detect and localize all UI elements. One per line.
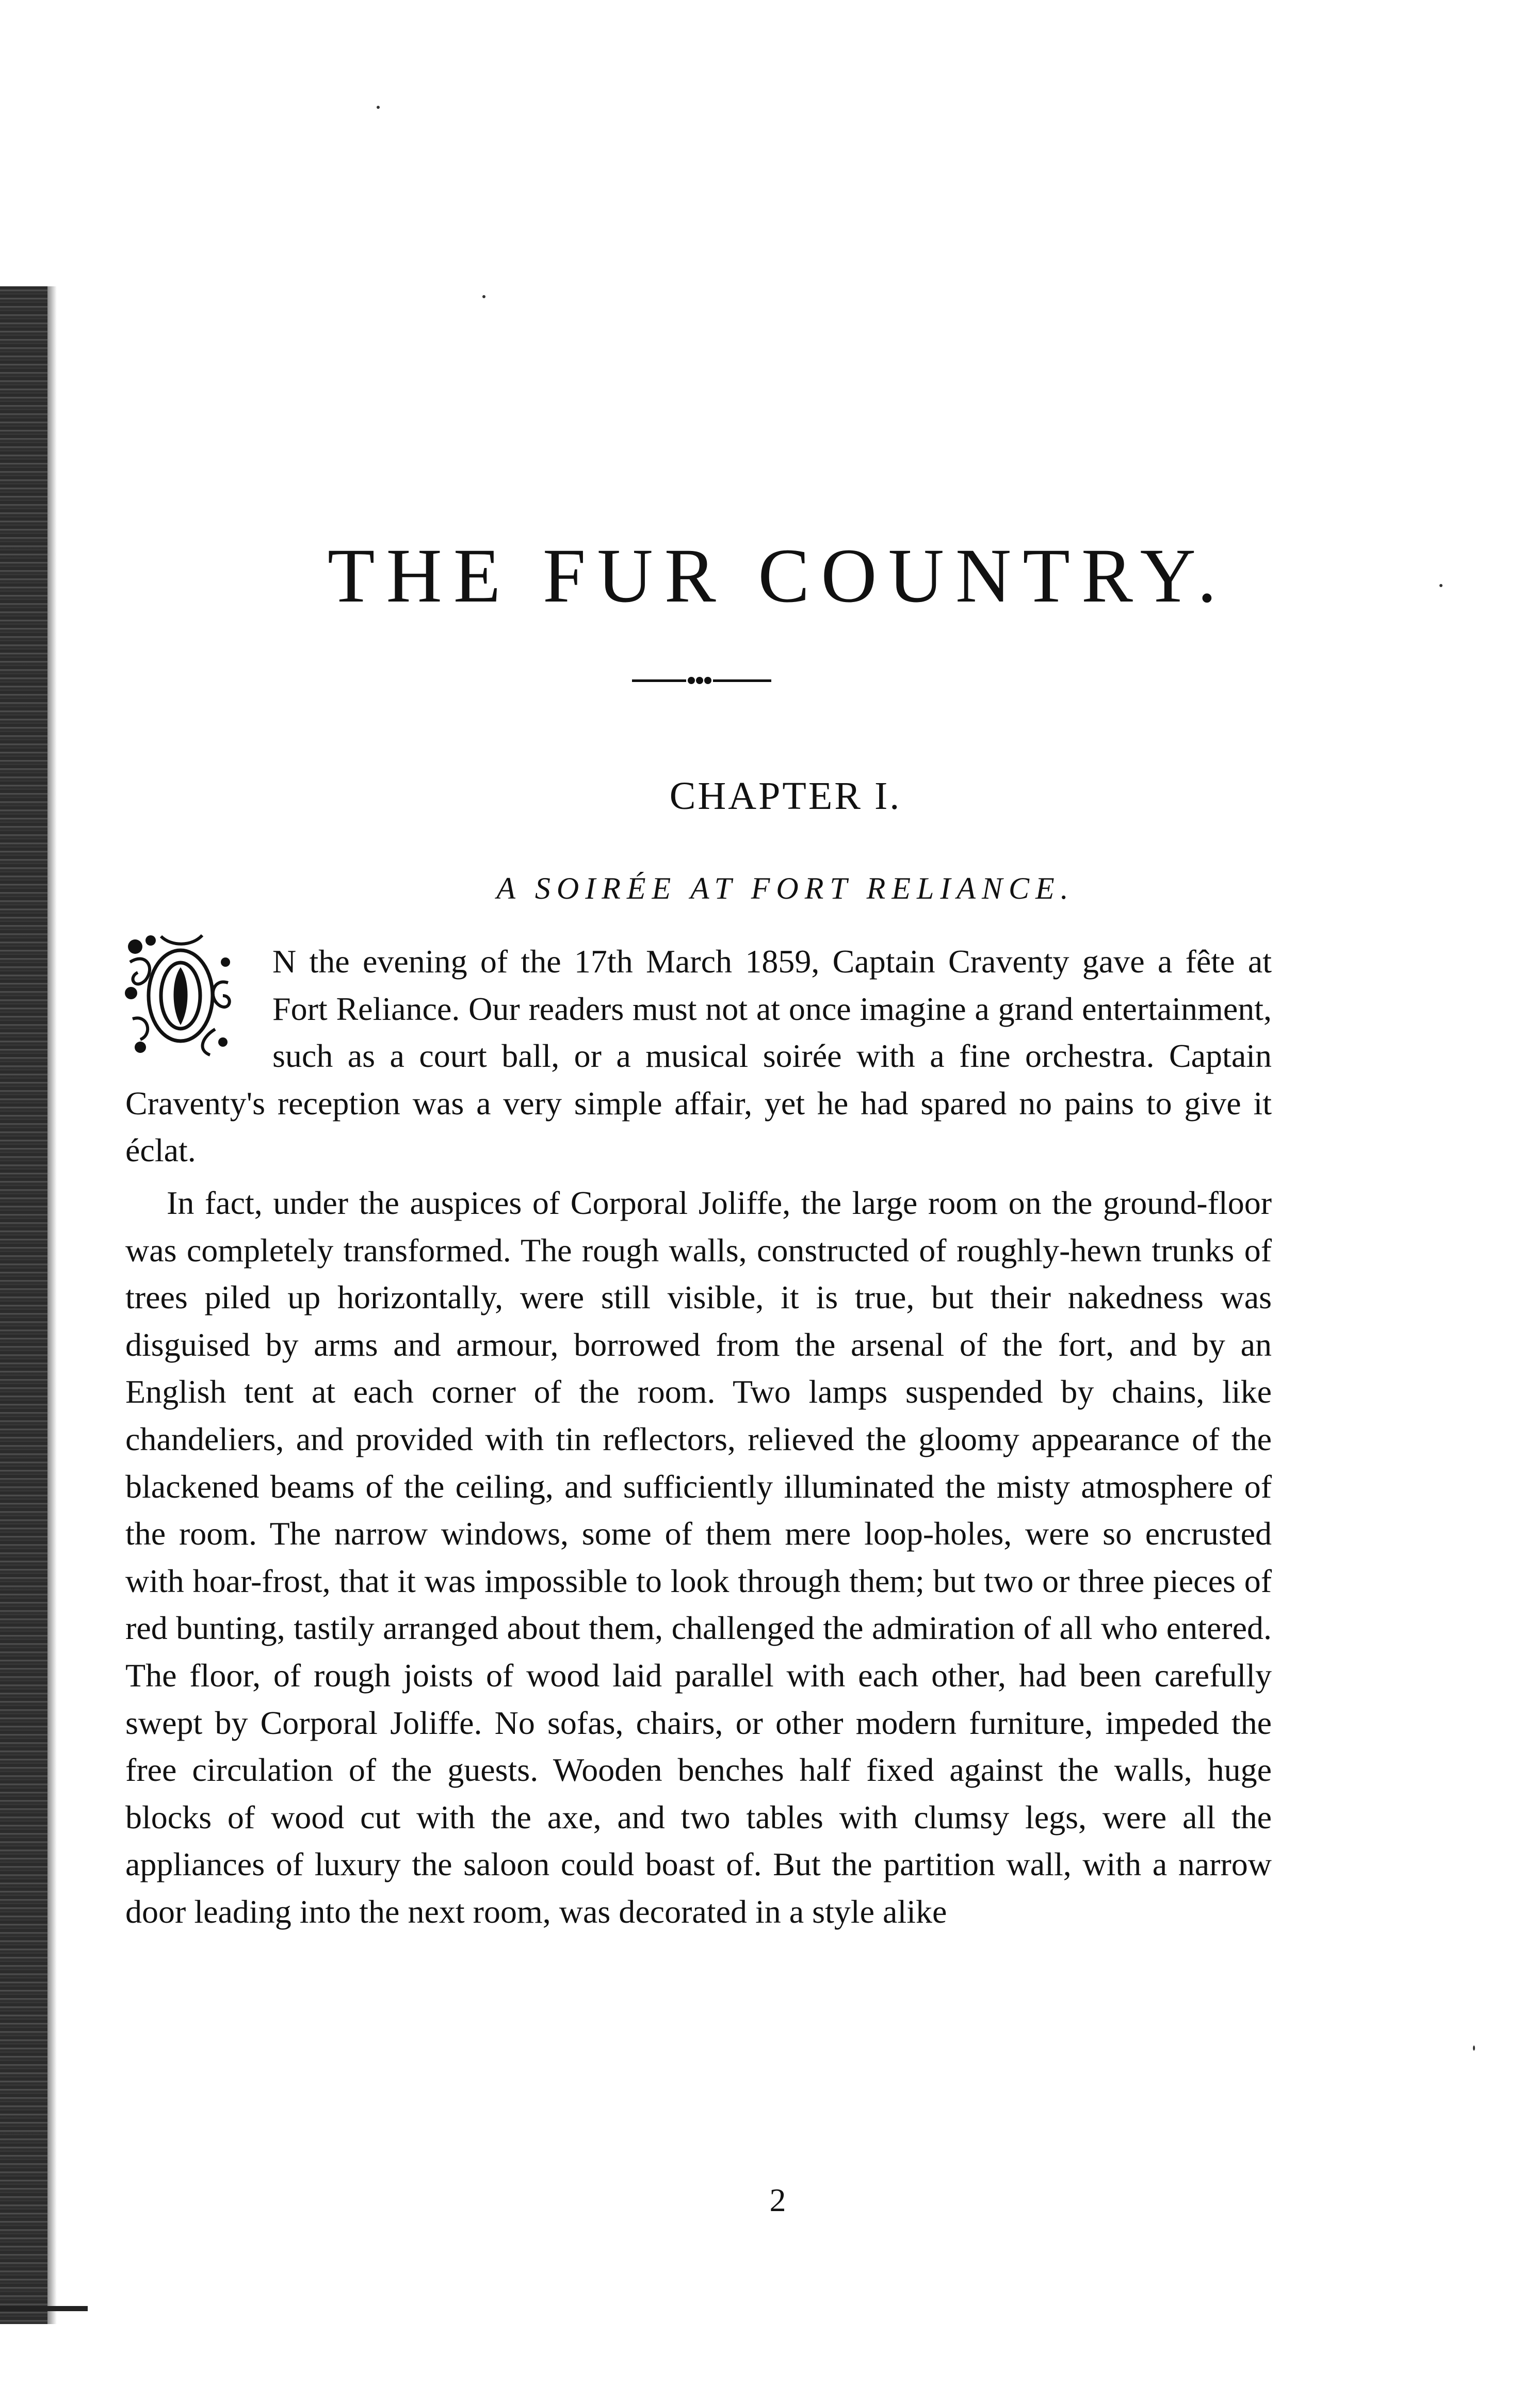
chapter-heading: CHAPTER I. xyxy=(669,774,902,818)
opening-paragraph: N the evening of the 17th March 1859, Captain Craventy gave a fête at Fort Reliance. Our readers must not at once imagine a grand entertainment, such as a court ball, or a musical soirée with a fine orchestra. Captain Craventy's reception was a very simple affair, yet he had spared no pains to give it éclat. xyxy=(125,943,1272,1169)
scan-speck xyxy=(377,106,380,109)
paragraph xyxy=(125,938,1272,1174)
binding-shadow xyxy=(0,2306,88,2311)
chapter-subtitle: A SOIRÉE AT FORT RELIANCE. xyxy=(496,871,1075,905)
scan-speck xyxy=(482,295,485,298)
paragraph: In fact, under the auspices of Corporal Joliffe, the large room on the ground-floor was completely transformed. The rough walls, constructed of roughly-hewn trunks of trees piled up horizontally, were still visible, it is true, but their nakedness was disguised by arms and armour, borrowed from the arsenal of the fort, and by an English tent at each corner of the room. Two lamps suspended by chains, like chandeliers, and provided with tin reflectors, relieved the gloomy appearance of the blackened beams of the ceiling, and sufficiently illuminated the misty atmosphere of the room. The narrow windows, some of them mere loop-holes, were so encrusted with hoar-frost, that it was impossible to look through them; but two or three pieces of red bunting, tastily arranged about them, challenged the admiration of all who entered. The floor, of rough joists of wood laid parallel with each other, had been carefully swept by Corporal Joliffe. No sofas, chairs, or other modern furniture, impeded the free circulation of the guests. Wooden benches half fixed against the walls, huge blocks of wood cut with the axe, and two tables with clumsy legs, were all the appliances of luxury the saloon could boast of. But the partition wall, with a narrow door leading into the next room, was decorated in a style alike xyxy=(125,1184,1272,1930)
body-text xyxy=(125,938,1272,1935)
book-title: THE FUR COUNTRY. xyxy=(327,533,1228,619)
scan-speck xyxy=(1473,2045,1475,2051)
title-ornament xyxy=(632,677,771,684)
page-number: 2 xyxy=(769,2182,786,2218)
